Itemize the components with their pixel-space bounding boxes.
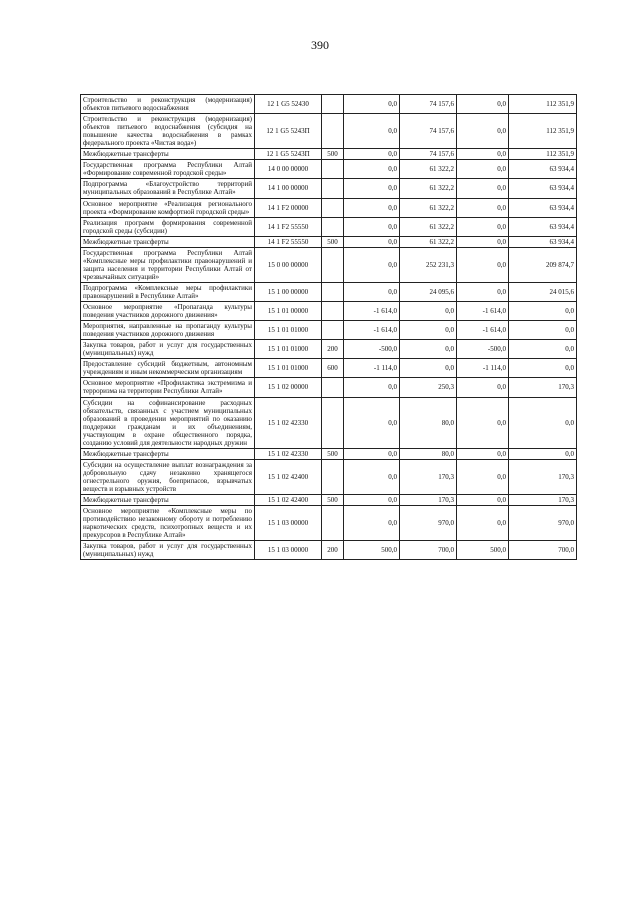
row-value-4-cell: 170,3: [509, 459, 577, 494]
row-value-4-cell: 112 351,9: [509, 114, 577, 149]
row-type-cell: [322, 378, 344, 397]
row-type-cell: [322, 506, 344, 541]
row-code-cell: 14 0 00 00000: [255, 160, 322, 179]
row-code-cell: 15 1 02 42330: [255, 448, 322, 459]
row-value-4-cell: 170,3: [509, 495, 577, 506]
row-name-cell: Межбюджетные трансферты: [81, 448, 255, 459]
row-value-3-cell: 0,0: [457, 160, 509, 179]
row-name-cell: Межбюджетные трансферты: [81, 149, 255, 160]
row-value-1-cell: 0,0: [344, 282, 400, 301]
row-value-3-cell: 0,0: [457, 236, 509, 247]
row-type-cell: [322, 321, 344, 340]
row-value-1-cell: 0,0: [344, 217, 400, 236]
row-type-cell: [322, 282, 344, 301]
row-name-cell: Основное мероприятие «Комплексные меры по противодействию незаконному обороту и потреблению наркотических средств, психотропных веществ и их прекурсоров в Республике Алтай»: [81, 506, 255, 541]
row-code-cell: 15 1 00 00000: [255, 282, 322, 301]
table-row: [81, 95, 577, 114]
row-value-2-cell: 0,0: [400, 340, 457, 359]
row-name-cell: Мероприятия, направленные на пропаганду культуры поведения участников дорожного движения: [81, 321, 255, 340]
row-value-4-cell: 0,0: [509, 359, 577, 378]
row-code-cell: 15 1 01 01000: [255, 359, 322, 378]
row-value-2-cell: 252 231,3: [400, 247, 457, 282]
row-value-3-cell: 0,0: [457, 282, 509, 301]
row-code-cell: 15 1 01 01000: [255, 321, 322, 340]
row-name-cell: Закупка товаров, работ и услуг для государственных (муниципальных) нужд: [81, 340, 255, 359]
row-value-4-cell: 0,0: [509, 321, 577, 340]
row-type-cell: 200: [322, 340, 344, 359]
row-type-cell: [322, 95, 344, 114]
row-value-1-cell: 0,0: [344, 495, 400, 506]
row-value-1-cell: 0,0: [344, 179, 400, 198]
row-value-1-cell: 0,0: [344, 236, 400, 247]
row-value-4-cell: 209 874,7: [509, 247, 577, 282]
row-value-4-cell: 0,0: [509, 448, 577, 459]
row-value-2-cell: 61 322,2: [400, 217, 457, 236]
row-value-4-cell: 970,0: [509, 506, 577, 541]
row-value-3-cell: -1 614,0: [457, 302, 509, 321]
row-value-2-cell: 74 157,6: [400, 149, 457, 160]
table-row: [81, 378, 577, 397]
row-type-cell: [322, 114, 344, 149]
row-name-cell: Предоставление субсидий бюджетным, автономным учреждениям и иным некоммерческим организациям: [81, 359, 255, 378]
row-type-cell: 600: [322, 359, 344, 378]
row-value-4-cell: 63 934,4: [509, 236, 577, 247]
row-value-2-cell: 700,0: [400, 541, 457, 560]
row-code-cell: 15 1 03 00000: [255, 541, 322, 560]
table-row: [81, 448, 577, 459]
row-value-1-cell: 0,0: [344, 247, 400, 282]
row-value-3-cell: 0,0: [457, 95, 509, 114]
row-type-cell: [322, 459, 344, 494]
row-code-cell: 15 0 00 00000: [255, 247, 322, 282]
row-value-3-cell: 0,0: [457, 397, 509, 448]
row-value-3-cell: 0,0: [457, 378, 509, 397]
row-type-cell: [322, 302, 344, 321]
row-code-cell: 15 1 02 42400: [255, 495, 322, 506]
row-code-cell: 12 1 G5 5243П: [255, 114, 322, 149]
row-value-2-cell: 80,0: [400, 448, 457, 459]
row-value-1-cell: -500,0: [344, 340, 400, 359]
row-name-cell: Межбюджетные трансферты: [81, 236, 255, 247]
row-value-1-cell: 0,0: [344, 506, 400, 541]
row-code-cell: 14 1 F2 00000: [255, 198, 322, 217]
row-value-2-cell: 170,3: [400, 459, 457, 494]
table-row: [81, 495, 577, 506]
table-row: [81, 247, 577, 282]
row-value-4-cell: 0,0: [509, 397, 577, 448]
row-type-cell: 500: [322, 149, 344, 160]
row-code-cell: 15 1 01 01000: [255, 340, 322, 359]
row-name-cell: Закупка товаров, работ и услуг для государственных (муниципальных) нужд: [81, 541, 255, 560]
row-name-cell: Субсидии на осуществление выплат вознаграждения за добровольную сдачу незаконно хранящегося огнестрельного оружия, боеприпасов, взрывчатых веществ и взрывных устройств: [81, 459, 255, 494]
row-value-1-cell: 0,0: [344, 160, 400, 179]
row-value-4-cell: 63 934,4: [509, 217, 577, 236]
row-code-cell: 14 1 00 00000: [255, 179, 322, 198]
table-row: [81, 506, 577, 541]
row-value-1-cell: -1 614,0: [344, 302, 400, 321]
row-value-3-cell: -500,0: [457, 340, 509, 359]
row-type-cell: [322, 217, 344, 236]
row-value-2-cell: 170,3: [400, 495, 457, 506]
row-name-cell: Основное мероприятие «Пропаганда культуры поведения участников дорожного движения»: [81, 302, 255, 321]
row-value-1-cell: 0,0: [344, 448, 400, 459]
row-value-4-cell: 63 934,4: [509, 160, 577, 179]
row-code-cell: 15 1 02 42330: [255, 397, 322, 448]
budget-table: [80, 94, 577, 560]
table-row: [81, 302, 577, 321]
row-name-cell: Государственная программа Республики Алтай «Комплексные меры профилактики правонарушений и защита населения и территории Республики Алтай от чрезвычайных ситуаций»: [81, 247, 255, 282]
row-value-1-cell: -1 614,0: [344, 321, 400, 340]
row-value-4-cell: 0,0: [509, 340, 577, 359]
row-type-cell: 200: [322, 541, 344, 560]
row-name-cell: Реализация программ формирования современной городской среды (субсидии): [81, 217, 255, 236]
row-value-1-cell: 0,0: [344, 378, 400, 397]
table-row: [81, 179, 577, 198]
row-value-1-cell: 0,0: [344, 198, 400, 217]
row-value-2-cell: 0,0: [400, 359, 457, 378]
table-row: [81, 198, 577, 217]
row-value-3-cell: 0,0: [457, 217, 509, 236]
page-number: 390: [311, 38, 329, 52]
table-row: [81, 149, 577, 160]
row-value-2-cell: 74 157,6: [400, 114, 457, 149]
row-name-cell: Подпрограмма «Благоустройство территорий муниципальных образований в Республике Алтай»: [81, 179, 255, 198]
row-value-3-cell: 0,0: [457, 179, 509, 198]
row-value-3-cell: 0,0: [457, 506, 509, 541]
row-value-3-cell: 0,0: [457, 459, 509, 494]
row-value-3-cell: -1 114,0: [457, 359, 509, 378]
table-row: [81, 321, 577, 340]
row-value-3-cell: 0,0: [457, 448, 509, 459]
row-value-4-cell: 63 934,4: [509, 198, 577, 217]
row-value-4-cell: 24 015,6: [509, 282, 577, 301]
row-value-4-cell: 170,3: [509, 378, 577, 397]
table-row: [81, 397, 577, 448]
row-code-cell: 15 1 02 00000: [255, 378, 322, 397]
table-row: [81, 340, 577, 359]
row-value-1-cell: 0,0: [344, 397, 400, 448]
table-row: [81, 459, 577, 494]
row-type-cell: 500: [322, 448, 344, 459]
row-value-4-cell: 112 351,9: [509, 95, 577, 114]
row-value-2-cell: 250,3: [400, 378, 457, 397]
row-type-cell: 500: [322, 495, 344, 506]
row-value-2-cell: 74 157,6: [400, 95, 457, 114]
row-type-cell: [322, 247, 344, 282]
table-row: [81, 282, 577, 301]
row-value-3-cell: 0,0: [457, 114, 509, 149]
table-row: [81, 160, 577, 179]
row-name-cell: Основное мероприятие «Профилактика экстремизма и терроризма на территории Республики Алтай»: [81, 378, 255, 397]
row-name-cell: Государственная программа Республики Алтай «Формирование современной городской среды»: [81, 160, 255, 179]
row-value-2-cell: 24 095,6: [400, 282, 457, 301]
table-row: [81, 236, 577, 247]
row-value-2-cell: 80,0: [400, 397, 457, 448]
row-code-cell: 15 1 01 00000: [255, 302, 322, 321]
row-code-cell: 14 1 F2 55550: [255, 236, 322, 247]
row-value-1-cell: 500,0: [344, 541, 400, 560]
row-name-cell: Субсидии на софинансирование расходных обязательств, связанных с участием муниципальных образований в проведении мероприятий по оказанию поддержки гражданам и их объединениям, участвующим в охране общественного порядка, созданию условий для деятельности народных дружин: [81, 397, 255, 448]
row-type-cell: [322, 198, 344, 217]
row-value-2-cell: 61 322,2: [400, 198, 457, 217]
table-row: [81, 217, 577, 236]
table-row: [81, 541, 577, 560]
table-row: [81, 359, 577, 378]
row-value-2-cell: 61 322,2: [400, 236, 457, 247]
row-value-2-cell: 61 322,2: [400, 160, 457, 179]
row-value-1-cell: 0,0: [344, 459, 400, 494]
row-value-3-cell: 0,0: [457, 247, 509, 282]
table-row: [81, 114, 577, 149]
row-code-cell: 12 1 G5 5243П: [255, 149, 322, 160]
row-value-1-cell: 0,0: [344, 95, 400, 114]
row-type-cell: [322, 160, 344, 179]
row-type-cell: [322, 397, 344, 448]
row-value-4-cell: 0,0: [509, 302, 577, 321]
row-value-3-cell: 0,0: [457, 149, 509, 160]
row-name-cell: Строительство и реконструкция (модернизация) объектов питьевого водоснабжения: [81, 95, 255, 114]
row-value-4-cell: 700,0: [509, 541, 577, 560]
row-value-1-cell: -1 114,0: [344, 359, 400, 378]
budget-table-body: [81, 95, 577, 560]
row-value-4-cell: 63 934,4: [509, 179, 577, 198]
row-type-cell: 500: [322, 236, 344, 247]
row-code-cell: 12 1 G5 52430: [255, 95, 322, 114]
row-value-2-cell: 970,0: [400, 506, 457, 541]
row-name-cell: Строительство и реконструкция (модернизация) объектов питьевого водоснабжения (субсидия на повышение качества водоснабжения в рамках федерального проекта «Чистая вода»): [81, 114, 255, 149]
row-value-3-cell: 500,0: [457, 541, 509, 560]
row-value-3-cell: 0,0: [457, 198, 509, 217]
row-value-3-cell: -1 614,0: [457, 321, 509, 340]
row-name-cell: Межбюджетные трансферты: [81, 495, 255, 506]
row-value-2-cell: 0,0: [400, 302, 457, 321]
row-name-cell: Основное мероприятие «Реализация регионального проекта «Формирование комфортной городской среды»: [81, 198, 255, 217]
row-code-cell: 14 1 F2 55550: [255, 217, 322, 236]
row-value-1-cell: 0,0: [344, 114, 400, 149]
row-value-3-cell: 0,0: [457, 495, 509, 506]
row-name-cell: Подпрограмма «Комплексные меры профилактики правонарушений в Республике Алтай»: [81, 282, 255, 301]
row-code-cell: 15 1 02 42400: [255, 459, 322, 494]
row-value-4-cell: 112 351,9: [509, 149, 577, 160]
row-type-cell: [322, 179, 344, 198]
row-value-1-cell: 0,0: [344, 149, 400, 160]
row-value-2-cell: 61 322,2: [400, 179, 457, 198]
row-value-2-cell: 0,0: [400, 321, 457, 340]
row-code-cell: 15 1 03 00000: [255, 506, 322, 541]
